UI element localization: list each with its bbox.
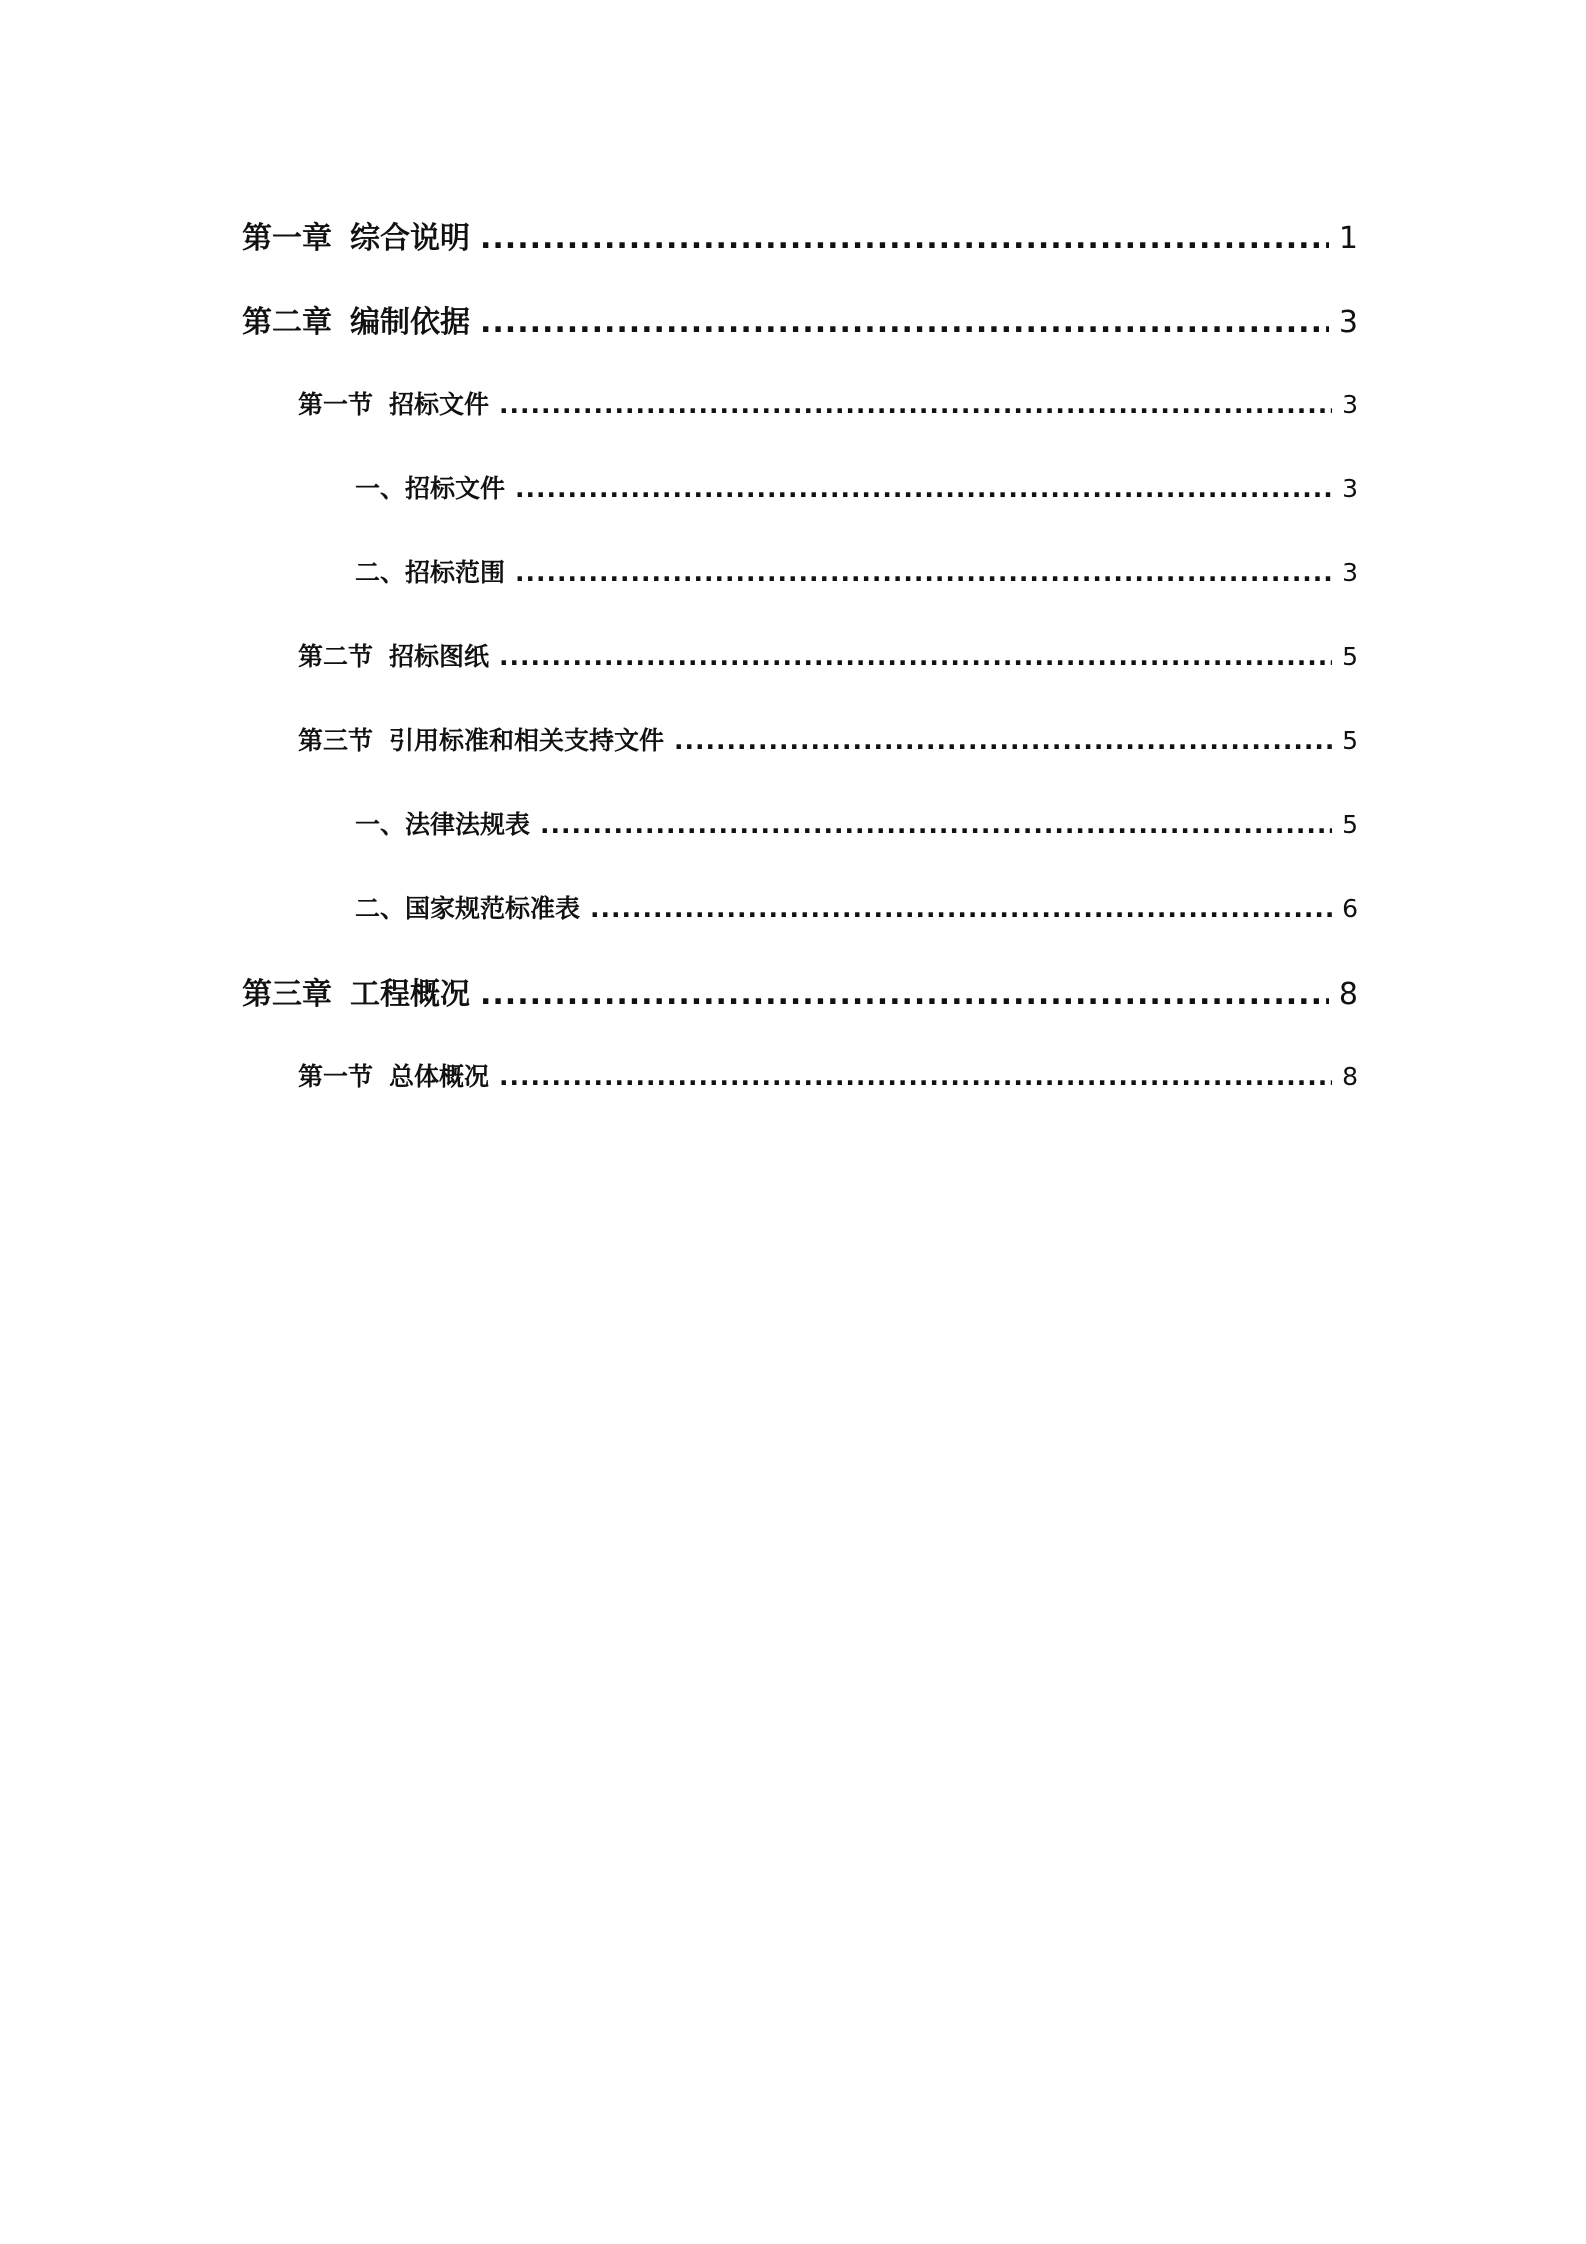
toc-page-number: 5 <box>1342 642 1358 671</box>
toc-leader <box>515 474 1332 503</box>
toc-number: 第一节 <box>298 390 374 419</box>
toc-page-number: 3 <box>1342 390 1358 419</box>
toc-number: 一、 <box>355 474 406 503</box>
toc-page-number: 8 <box>1338 977 1358 1012</box>
toc-entry-subsection[interactable] <box>355 469 1358 505</box>
toc-title: 法律法规表 <box>405 810 531 839</box>
toc-title: 招标范围 <box>405 558 506 587</box>
toc-number: 第二节 <box>298 642 374 671</box>
toc-entry-subsection[interactable] <box>355 553 1358 589</box>
toc-page-number: 3 <box>1342 474 1358 503</box>
toc-leader <box>515 558 1332 587</box>
toc-number: 一、 <box>355 810 406 839</box>
toc-leader <box>499 390 1332 419</box>
toc-number: 二、 <box>355 558 406 587</box>
toc-title: 工程概况 <box>350 977 470 1012</box>
toc-leader <box>499 642 1332 671</box>
toc-page-number: 5 <box>1342 810 1358 839</box>
toc-title: 综合说明 <box>350 221 470 256</box>
toc-entry-section[interactable] <box>298 637 1358 673</box>
toc-entry-section[interactable] <box>298 1057 1358 1093</box>
toc-number: 第二章 <box>242 305 332 340</box>
toc-number: 第三节 <box>298 726 374 755</box>
toc-page-number: 3 <box>1342 558 1358 587</box>
toc-entry-chapter-3[interactable] <box>242 969 1358 1013</box>
toc-leader <box>540 810 1332 839</box>
toc-entry-chapter-2[interactable] <box>242 297 1358 341</box>
toc-title: 招标文件 <box>389 390 490 419</box>
toc-entry-subsection[interactable] <box>355 889 1358 925</box>
toc-title: 国家规范标准表 <box>405 894 581 923</box>
toc-leader <box>590 894 1332 923</box>
toc-number: 第一章 <box>242 221 332 256</box>
toc-page-number: 3 <box>1338 305 1358 340</box>
toc-title: 编制依据 <box>350 305 470 340</box>
toc-entry-section[interactable] <box>298 721 1358 757</box>
toc-page-number: 5 <box>1342 726 1358 755</box>
toc-title: 招标文件 <box>405 474 506 503</box>
toc-page-number: 6 <box>1342 894 1358 923</box>
toc-title: 引用标准和相关支持文件 <box>389 726 665 755</box>
toc-title: 招标图纸 <box>389 642 490 671</box>
toc-number: 第三章 <box>242 977 332 1012</box>
toc-leader <box>480 977 1329 1012</box>
toc-number: 二、 <box>355 894 406 923</box>
toc-leader <box>480 221 1329 256</box>
toc-page-number: 1 <box>1338 221 1358 256</box>
toc-leader <box>674 726 1332 755</box>
toc-number: 第一节 <box>298 1062 374 1091</box>
toc-title: 总体概况 <box>389 1062 490 1091</box>
toc-leader <box>480 305 1329 340</box>
toc-leader <box>499 1062 1332 1091</box>
toc-entry-chapter-1[interactable] <box>242 213 1358 257</box>
toc-page-number: 8 <box>1342 1062 1358 1091</box>
toc-entry-subsection[interactable] <box>355 805 1358 841</box>
toc-entry-section[interactable] <box>298 385 1358 421</box>
